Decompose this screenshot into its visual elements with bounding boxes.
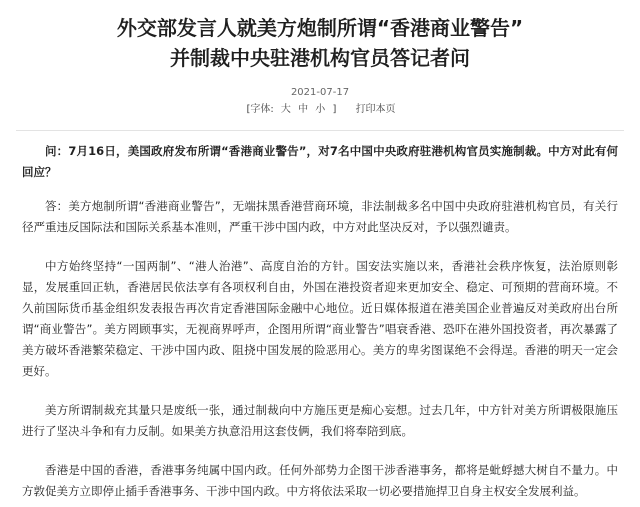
answer-paragraph-2: 中方始终坚持“一国两制”、“港人治港”、高度自治的方针。国安法实施以来，香港社会秩序恢复，法治原则彰显，发展重回正轨，香港居民依法享有各项权利自由，外国在港投资者迎来更加安全、稳定、可预期的营商环境。不久前国际货币基金组织发表报告再次肯定香港国际金融中心地位。近日媒体报道在港美国企业普遍反对美政府出台所谓“商业警告”。美方罔顾事实，无视商界呼声，企图用所谓“商业警告”唱衰香港、恐吓在港外国投资者，再次暴露了美方破坏香港繁荣稳定、干涉中国内政、阻挠中国发展的险恶用心。美方的卑劣图谋绝不会得逞。香港的明天一定会更好。 — [22, 259, 618, 378]
answer-paragraph-3: 美方所谓制裁充其量只是废纸一张，通过制裁向中方施压更是痴心妄想。过去几年，中方针对美方所谓极限施压进行了坚决斗争和有力反制。如果美方执意沿用这套伎俩，我们将奉陪到底。 — [22, 403, 618, 438]
article-toolbar — [0, 103, 640, 117]
article-title — [0, 0, 640, 73]
font-size-label-close: ] — [332, 104, 337, 115]
print-page-link[interactable]: 打印本页 — [355, 104, 396, 115]
font-size-large-button[interactable]: 大 — [280, 104, 291, 115]
font-size-selector — [244, 104, 341, 115]
question-paragraph: 问：7月16日，美国政府发布所谓“香港商业警告”，对7名中国中央政府驻港机构官员实施制裁。中方对此有何回应？ — [22, 144, 618, 179]
article-title-line-2: 并制裁中央驻港机构官员答记者问 — [170, 46, 470, 70]
font-size-medium-button[interactable]: 中 — [298, 104, 309, 115]
answer-paragraph-4: 香港是中国的香港，香港事务纯属中国内政。任何外部势力企图干涉香港事务，都将是蚍蜉撼大树自不量力。中方敦促美方立即停止插手香港事务、干涉中国内政。中方将依法采取一切必要措施捍卫自身主权安全发展利益。 — [22, 463, 618, 498]
answer-paragraph-1: 答：美方炮制所谓“香港商业警告”，无端抹黑香港营商环境，非法制裁多名中国中央政府驻港机构官员，有关行径严重违反国际法和国际关系基本准则，严重干涉中国内政，中方对此坚决反对，予以强烈谴责。 — [22, 199, 618, 234]
header-divider — [16, 130, 624, 131]
publish-date: 2021-07-17 — [290, 87, 350, 98]
font-size-label-open: [字体: — [246, 104, 274, 115]
article-body — [0, 141, 640, 502]
font-size-small-button[interactable]: 小 — [315, 104, 326, 115]
article-title-line-1: 外交部发言人就美方炮制所谓“香港商业警告” — [116, 16, 524, 40]
